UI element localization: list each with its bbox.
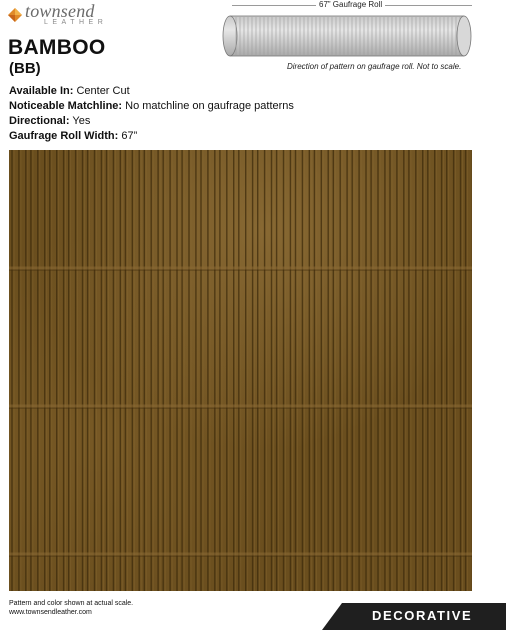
leather-swatch-image xyxy=(9,150,472,591)
spec-label: Gaufrage Roll Width: xyxy=(9,130,119,142)
spec-value: Center Cut xyxy=(76,85,130,97)
spec-value: No matchline on gaufrage patterns xyxy=(125,100,294,112)
spec-label: Noticeable Matchline: xyxy=(9,100,123,112)
spec-label: Available In: xyxy=(9,85,74,97)
spec-value: 67” xyxy=(121,130,138,142)
scale-note: Pattern and color shown at actual scale. xyxy=(9,600,134,607)
roll-width-label: 67” Gaufrage Roll xyxy=(316,0,385,9)
category-label: DECORATIVE xyxy=(372,608,473,623)
brand-subtitle: LEATHER xyxy=(44,19,108,26)
spec-row xyxy=(9,84,294,99)
spec-row xyxy=(9,114,294,129)
spec-row xyxy=(9,129,294,144)
footer-note xyxy=(9,599,133,617)
spec-list xyxy=(9,84,294,144)
page-title: BAMBOO xyxy=(8,36,106,59)
brand-logo xyxy=(8,2,118,28)
spec-label: Directional: xyxy=(9,115,70,127)
diamond-logo-icon xyxy=(8,8,22,22)
website-link[interactable]: www.townsendleather.com xyxy=(9,609,92,616)
roll-caption: Direction of pattern on gaufrage roll. Not to scale. xyxy=(287,62,462,71)
product-code: (BB) xyxy=(9,60,41,77)
gaufrage-roll-illustration xyxy=(222,14,472,58)
spec-row xyxy=(9,99,294,114)
brand-name: townsend xyxy=(25,1,95,21)
spec-value: Yes xyxy=(72,115,91,127)
